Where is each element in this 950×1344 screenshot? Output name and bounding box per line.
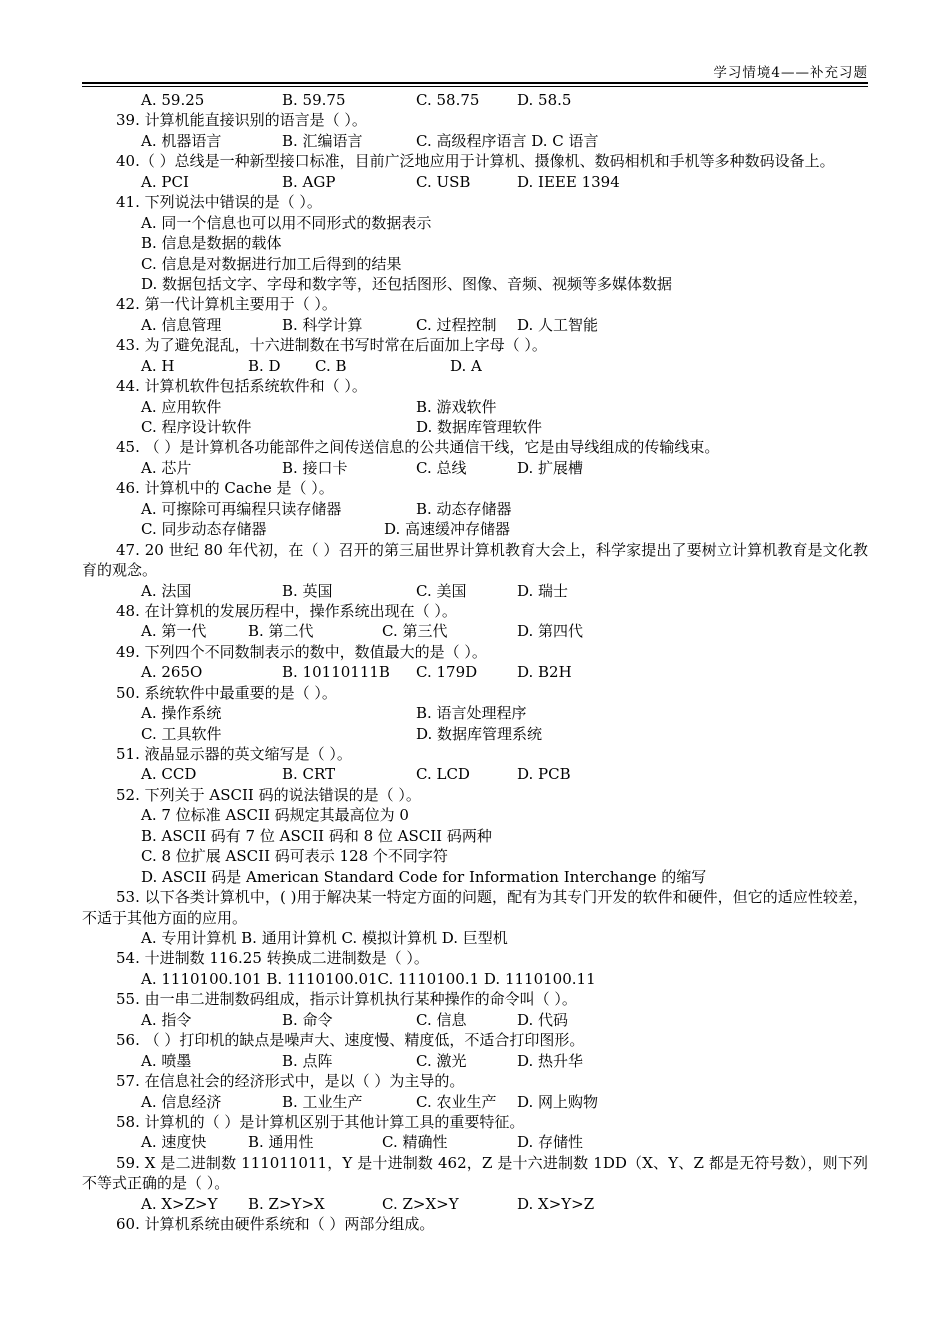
answer-option: A. 7 位标准 ASCII 码规定其最高位为 0 [141, 806, 409, 825]
options-row [82, 356, 868, 376]
options-row [82, 581, 868, 601]
answer-option: D. 瑞士 [517, 581, 569, 600]
answer-option: B. AGP [282, 172, 336, 191]
question-stem: 60. 计算机系统由硬件系统和（ ）两部分组成。 [116, 1215, 435, 1234]
question-stem: 43. 为了避免混乱，十六进制数在书写时常在后面加上字母（ ）。 [116, 336, 547, 355]
answer-option: D. IEEE 1394 [517, 172, 620, 191]
options-row [82, 397, 868, 417]
options-row [82, 172, 868, 192]
answer-option: A. 信息经济 [141, 1092, 222, 1111]
options-row [82, 519, 868, 539]
answer-option: A. 芯片 [141, 458, 192, 477]
answer-option: D. 数据库管理系统 [416, 724, 543, 743]
answer-option: C. 58.75 [416, 91, 480, 109]
answer-option: A. 应用软件 [141, 397, 222, 416]
question-stem: 52. 下列关于 ASCII 码的说法错误的是（ ）。 [116, 785, 421, 804]
question-stem: 45. （ ）是计算机各功能部件之间传送信息的公共通信干线，它是由导线组成的传输线束。 [116, 438, 720, 457]
answer-option: A. 速度快 [141, 1133, 207, 1152]
question-stem: 39. 计算机能直接识别的语言是（ ）。 [116, 111, 367, 130]
page-header [82, 64, 868, 82]
options-row [82, 1051, 868, 1071]
answer-option: D. 高速缓冲存储器 [384, 520, 511, 539]
question-stem: 56. （ ）打印机的缺点是噪声大、速度慢、精度低，不适合打印图形。 [116, 1031, 585, 1050]
options-row [82, 1194, 868, 1214]
answer-option: B. 游戏软件 [416, 397, 497, 416]
question-stem: 54. 十进制数 116.25 转换成二进制数是（ ）。 [116, 949, 429, 968]
question-stem: 48. 在计算机的发展历程中，操作系统出现在（ ）。 [116, 601, 457, 620]
question-stem: 44. 计算机软件包括系统软件和（ ）。 [116, 377, 367, 396]
answer-option: D. 网上购物 [517, 1092, 599, 1111]
options-row [82, 458, 868, 478]
header-rule-thick [82, 82, 868, 84]
question-stem: 41. 下列说法中错误的是（ ）。 [116, 193, 322, 212]
answer-option: C. B [315, 356, 347, 375]
options-row [82, 1132, 868, 1152]
options-row [82, 90, 868, 110]
options-row [82, 703, 868, 723]
answer-option: D. 热升华 [517, 1051, 584, 1070]
question-stem: 59. X 是二进制数 111011011，Y 是十进制数 462，Z 是十六进制数 1DD（X、Y、Z 都是无符号数），则下列不等式正确的是（ ）。 [82, 1153, 868, 1193]
options-row [82, 131, 868, 151]
options-row [82, 1092, 868, 1112]
answer-option: A. 信息管理 [141, 315, 222, 334]
answer-option: D. A [450, 356, 482, 375]
answer-option: B. 点阵 [282, 1051, 333, 1070]
answer-option: C. 同步动态存储器 [141, 520, 267, 539]
answer-option: C. 精确性 [382, 1133, 448, 1152]
options-row [82, 764, 868, 784]
answer-option: B. Z>Y>X [248, 1194, 325, 1213]
options-row [82, 724, 868, 744]
answer-option: C. 工具软件 [141, 724, 222, 743]
answer-option: C. 美国 [416, 581, 467, 600]
answer-option: C. LCD [416, 765, 470, 784]
question-stem: 47. 20 世纪 80 年代初，在（ ）召开的第三届世界计算机教育大会上，科学家提出了要树立计算机教育是文化教育的观念。 [82, 540, 868, 580]
answer-option: B. CRT [282, 765, 336, 784]
answer-option: D. 代码 [517, 1010, 569, 1029]
options-row [82, 662, 868, 682]
question-stem: 51. 液晶显示器的英文缩写是（ ）。 [116, 745, 352, 764]
question-stem: 55. 由一串二进制数码组成，指示计算机执行某种操作的命令叫（ ）。 [116, 990, 577, 1009]
answer-option: B. D [248, 356, 281, 375]
answer-option: A. H [141, 356, 175, 375]
question-stem: 40.（ ）总线是一种新型接口标准，目前广泛地应用于计算机、摄像机、数码相机和手机等多种数码设备上。 [116, 152, 835, 171]
answer-option: B. 工业生产 [282, 1092, 363, 1111]
question-stem: 42. 第一代计算机主要用于（ ）。 [116, 295, 337, 314]
answer-option: B. 科学计算 [282, 315, 363, 334]
answer-option: C. 总线 [416, 458, 467, 477]
answer-option: A. PCI [141, 172, 189, 191]
answer-option: A. 1110100.101 B. 1110100.01C. 1110100.1 D. 1110100.11 [141, 969, 596, 988]
answer-option: A. CCD [141, 765, 197, 784]
answer-option: B. 英国 [282, 581, 333, 600]
answer-option: B. ASCII 码有 7 位 ASCII 码和 8 位 ASCII 码两种 [141, 826, 492, 845]
options-row [82, 417, 868, 437]
answer-option: B. 命令 [282, 1010, 333, 1029]
answer-option: C. 第三代 [382, 622, 448, 641]
answer-option: C. 农业生产 [416, 1092, 497, 1111]
answer-option: A. 可擦除可再编程只读存储器 [141, 499, 342, 518]
question-stem: 50. 系统软件中最重要的是（ ）。 [116, 683, 337, 702]
header-title: 学习情境4——补充习题 [713, 65, 868, 81]
answer-option: C. 信息 [416, 1010, 467, 1029]
question-stem: 53. 以下各类计算机中，( )用于解决某一特定方面的问题，配有为其专门开发的软件和硬件，但它的适应性较差，不适于其他方面的应用。 [82, 888, 868, 927]
answer-option: C. Z>X>Y [382, 1194, 459, 1213]
answer-option: B. 10110111B [282, 663, 390, 682]
answer-option: D. 第四代 [517, 622, 584, 641]
options-row [82, 621, 868, 641]
answer-option: C. USB [416, 172, 471, 191]
answer-option: D. 扩展槽 [517, 458, 584, 477]
answer-option: A. 机器语言 [141, 131, 222, 150]
answer-option: A. X>Z>Y [141, 1194, 218, 1213]
answer-option: A. 操作系统 [141, 704, 222, 723]
answer-option: A. 指令 [141, 1010, 192, 1029]
answer-option: D. 数据包括文字、字母和数字等，还包括图形、图像、音频、视频等多媒体数据 [141, 274, 673, 293]
answer-option: C. 高级程序语言 D. C 语言 [416, 131, 599, 150]
answer-option: D. 人工智能 [517, 315, 599, 334]
answer-option: A. 265O [141, 663, 203, 682]
answer-option: B. 信息是数据的载体 [141, 234, 282, 253]
question-stem: 46. 计算机中的 Cache 是（ ）。 [116, 479, 334, 498]
answer-option: C. 信息是对数据进行加工后得到的结果 [141, 254, 402, 273]
question-stem: 57. 在信息社会的经济形式中，是以（ ）为主导的。 [116, 1072, 465, 1091]
question-stem: 58. 计算机的（ ）是计算机区别于其他计算工具的重要特征。 [116, 1112, 525, 1131]
answer-option: D. 数据库管理软件 [416, 418, 543, 437]
answer-option: D. X>Y>Z [517, 1194, 595, 1213]
options-row [82, 1010, 868, 1030]
answer-option: B. 通用性 [248, 1133, 314, 1152]
answer-option: B. 语言处理程序 [416, 704, 527, 723]
answer-option: B. 接口卡 [282, 458, 348, 477]
answer-option: A. 同一个信息也可以用不同形式的数据表示 [141, 213, 432, 232]
answer-option: B. 第二代 [248, 622, 314, 641]
answer-option: A. 第一代 [141, 622, 207, 641]
question-list [82, 90, 868, 1235]
answer-option: A. 专用计算机 B. 通用计算机 C. 模拟计算机 D. 巨型机 [141, 929, 508, 948]
answer-option: C. 程序设计软件 [141, 418, 252, 437]
answer-option: B. 动态存储器 [416, 499, 512, 518]
question-stem: 49. 下列四个不同数制表示的数中，数值最大的是（ ）。 [116, 642, 487, 661]
answer-option: C. 激光 [416, 1051, 467, 1070]
answer-option: D. B2H [517, 663, 572, 682]
options-row [82, 499, 868, 519]
answer-option: B. 59.75 [282, 91, 346, 109]
options-row [82, 315, 868, 335]
answer-option: C. 8 位扩展 ASCII 码可表示 128 个不同字符 [141, 847, 448, 866]
answer-option: B. 汇编语言 [282, 131, 363, 150]
answer-option: D. 58.5 [517, 91, 572, 109]
answer-option: C. 179D [416, 663, 478, 682]
answer-option: C. 过程控制 [416, 315, 497, 334]
answer-option: A. 喷墨 [141, 1051, 192, 1070]
answer-option: D. 存储性 [517, 1133, 584, 1152]
header-rule-thin [82, 86, 868, 87]
answer-option: A. 法国 [141, 581, 192, 600]
answer-option: D. ASCII 码是 American Standard Code for Information Interchange 的缩写 [141, 867, 707, 886]
answer-option: A. 59.25 [141, 91, 205, 109]
answer-option: D. PCB [517, 765, 571, 784]
